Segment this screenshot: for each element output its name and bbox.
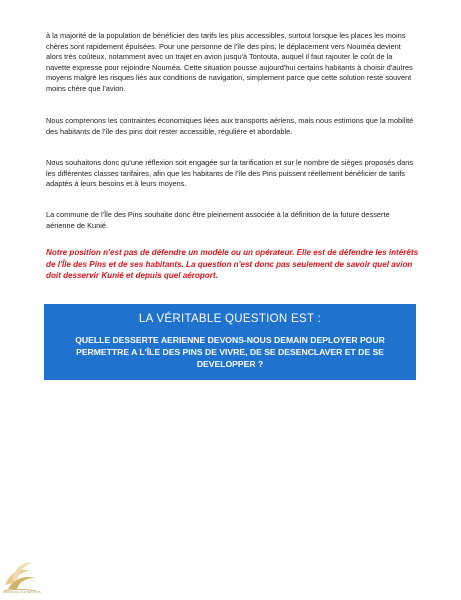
logo-caption: MAIRIE DE L'ÎLE DES PINS bbox=[3, 590, 41, 594]
paragraph-mobility: Nous comprenons les contraintes économiques liées aux transports aériens, mais nous estimons que la mobilité des habitants de l'île des pins doit rester accessible, régulière et abordable. bbox=[46, 116, 414, 136]
question-body: QUELLE DESSERTE AERIENNE DEVONS-NOUS DEMAIN DEPLOYER POUR PERMETTRE A L'ÎLE DES PINS DE VIVRE, DE SE DESENCLAVER ET DE SE DEVELOPPER ? bbox=[75, 335, 385, 369]
question-title: LA VÉRITABLE QUESTION EST : bbox=[138, 313, 322, 325]
paragraph-commune-involvement: La commune de l'Île des Pins souhaite donc être pleinement associée à la définition de la future desserte aérienne de Kunié. bbox=[46, 210, 390, 230]
paragraph-fares: à la majorité de la population de bénéficier des tarifs les plus accessibles, surtout lorsque les places les moins chères sont rapidement épuisées. Pour une personne de l'île des pins, le déplacement vers Nouméa devient alors très coûteux, notamment avec un trajet en avion jusqu'à Tontouta, auquel il faut rajouter le coût de la navette expresse pour rejoindre Nouméa. Cette situation pousse aujourd'hui certains habitants à choisir d'autres moyens malgré les risques liés aux conditions de navigation, simplement parce que cette solution reste souvent moins chère que l'avion. bbox=[46, 31, 413, 93]
paragraph-pricing-review: Nous souhaitons donc qu'une réflexion soit engagée sur la tarification et sur le nombre de sièges proposés dans les différentes classes tarifaires, afin que les habitants de l'île des Pins puissent réellement bénéficier de tarifs adaptés à leurs besoins et à leurs moyens. bbox=[46, 158, 414, 189]
position-statement: Notre position n'est pas de défendre un modèle ou un opérateur. Elle est de défendre les intérêts de l'Île des Pins et de ses habitants. La question n'est donc pas seulement de savoir quel avion doit desservir Kunié et depuis quel aéroport. bbox=[46, 248, 419, 281]
question-box bbox=[44, 304, 416, 380]
